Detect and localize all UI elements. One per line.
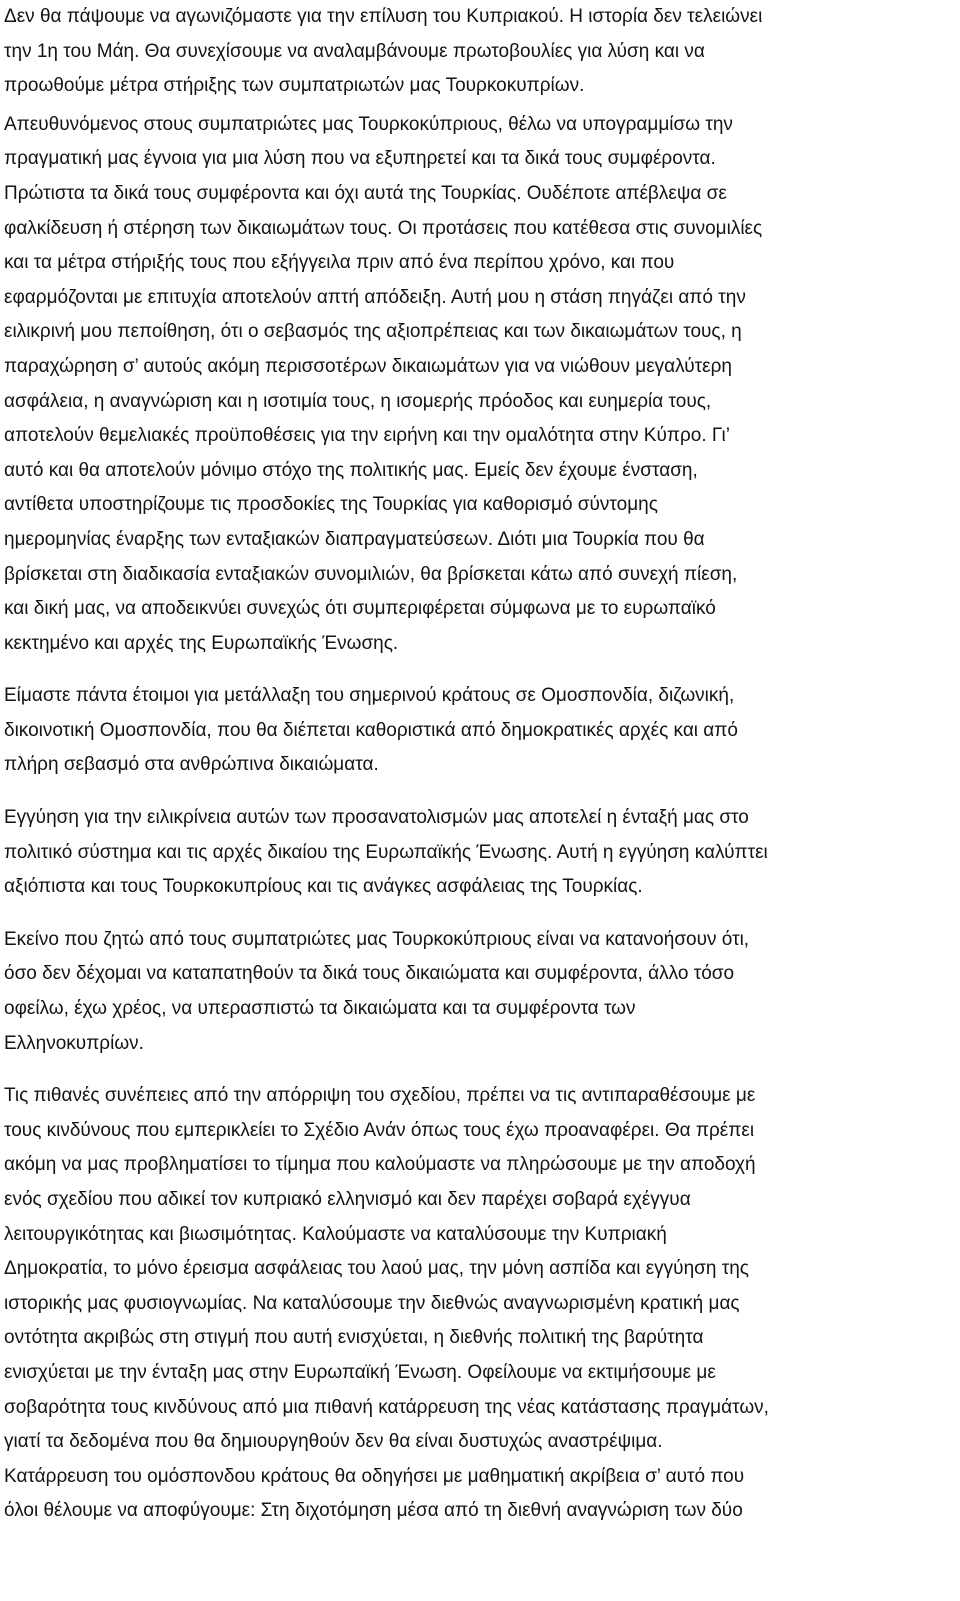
paragraph-2 [4, 108, 944, 662]
text-line: Εκείνο που ζητώ από τους συμπατριώτες μας Τουρκοκύπριους είναι να κατανοήσουν ότι, [4, 928, 750, 950]
text-line: λειτουργικότητας και βιωσιμότητας. Καλούμαστε να καταλύσουμε την Κυπριακή [4, 1223, 667, 1245]
text-line: αντίθετα υποστηρίζουμε τις προσδοκίες της Τουρκίας για καθορισμό σύντομης [4, 494, 658, 516]
text-line: ασφάλεια, η αναγνώριση και η ισοτιμία τους, η ισομερής πρόοδος και ευημερία τους, [4, 390, 712, 412]
text-line: ημερομηνίας έναρξης των ενταξιακών διαπραγματεύσεων. Διότι μια Τουρκία που θα [4, 528, 705, 550]
text-line: οντότητα ακριβώς στη στιγμή που αυτή ενισχύεται, η διεθνής πολιτική της βαρύτητα [4, 1327, 704, 1349]
paragraph-6 [4, 1079, 944, 1529]
text-line: παραχώρηση σ’ αυτούς ακόμη περισσοτέρων δικαιωμάτων για να νιώθουν μεγαλύτερη [4, 355, 732, 377]
paragraph-1 [4, 0, 944, 104]
document-page [4, 0, 944, 1529]
text-line: κεκτημένο και αρχές της Ευρωπαϊκής Ένωσης. [4, 632, 399, 654]
text-line: την 1η του Μάη. Θα συνεχίσουμε να αναλαμβάνουμε πρωτοβουλίες για λύση και να [4, 40, 705, 62]
paragraph-3 [4, 679, 944, 783]
text-line: ενός σχεδίου που αδικεί τον κυπριακό ελληνισμό και δεν παρέχει σοβαρά εχέγγυα [4, 1189, 691, 1210]
text-line: αποτελούν θεμελιακές προϋποθέσεις για την ειρήνη και την ομαλότητα στην Κύπρο. Γι’ [4, 425, 730, 447]
text-line: και δική μας, να αποδεικνύει συνεχώς ότι συμπεριφέρεται σύμφωνα με το ευρωπαϊκό [4, 598, 716, 620]
text-line: Δημοκρατία, το μόνο έρεισμα ασφάλειας του λαού μας, την μόνη ασπίδα και εγγύηση της [4, 1258, 749, 1280]
paragraph-4 [4, 801, 944, 905]
text-line: τους κινδύνους που εμπερικλείει το Σχέδιο Ανάν όπως τους έχω προαναφέρει. Θα πρέπει [4, 1119, 755, 1141]
text-line: όσο δεν δέχομαι να καταπατηθούν τα δικά τους δικαιώματα και συμφέροντα, άλλο τόσο [4, 963, 735, 985]
text-line: και τα μέτρα στήριξής τους που εξήγγειλα πριν από ένα περίπου χρόνο, και που [4, 252, 675, 274]
paragraph-5 [4, 923, 944, 1061]
text-line: ειλικρινή μου πεποίθηση, ότι ο σεβασμός της αξιοπρέπειας και των δικαιωμάτων τους, η [4, 321, 742, 343]
text-line: Τις πιθανές συνέπειες από την απόρριψη του σχεδίου, πρέπει να τις αντιπαραθέσουμε με [4, 1085, 756, 1107]
text-line: αυτό και θα αποτελούν μόνιμο στόχο της πολιτικής μας. Εμείς δεν έχουμε ένσταση, [4, 459, 698, 481]
text-line: Ελληνοκυπρίων. [4, 1032, 144, 1054]
text-line: Απευθυνόμενος στους συμπατριώτες μας Τουρκοκύπριους, θέλω να υπογραμμίσω την [4, 113, 733, 135]
text-line: Πρώτιστα τα δικά τους συμφέροντα και όχι αυτά της Τουρκίας. Ουδέποτε απέβλεψα σε [4, 182, 727, 204]
text-line: σοβαρότητα τους κινδύνους από μια πιθανή κατάρρευση της νέας κατάστασης πραγμάτων, [4, 1396, 769, 1418]
text-line: φαλκίδευση ή στέρηση των δικαιωμάτων τους. Οι προτάσεις που κατέθεσα στις συνομιλίες [4, 217, 763, 239]
text-line: βρίσκεται στη διαδικασία ενταξιακών συνομιλιών, θα βρίσκεται κάτω από συνεχή πίεση, [4, 563, 738, 585]
text-line: ενισχύεται με την ένταξη μας στην Ευρωπαϊκή Ένωση. Οφείλουμε να εκτιμήσουμε με [4, 1361, 716, 1383]
text-line: πραγματική μας έγνοια για μια λύση που να εξυπηρετεί και τα δικά τους συμφέροντα. [4, 148, 716, 170]
text-line: Εγγύηση για την ειλικρίνεια αυτών των προσανατολισμών μας αποτελεί η ένταξή μας στο [4, 807, 749, 829]
text-line: Δεν θα πάψουμε να αγωνιζόμαστε για την επίλυση του Κυπριακού. Η ιστορία δεν τελειώνει [4, 6, 763, 27]
text-line: ιστορικής μας φυσιογνωμίας. Να καταλύσουμε την διεθνώς αναγνωρισμένη κρατική μας [4, 1292, 740, 1314]
text-line: όλοι θέλουμε να αποφύγουμε: Στη διχοτόμηση μέσα από τη διεθνή αναγνώριση των δύο [4, 1500, 743, 1522]
text-line: προωθούμε μέτρα στήριξης των συμπατριωτών μας Τουρκοκυπρίων. [4, 75, 585, 97]
text-line: Είμαστε πάντα έτοιμοι για μετάλλαξη του σημερινού κράτους σε Ομοσπονδία, διζωνική, [4, 685, 735, 707]
text-line: Κατάρρευση του ομόσπονδου κράτους θα οδηγήσει με μαθηματική ακρίβεια σ’ αυτό που [4, 1465, 745, 1487]
text-line: δικοινοτική Ομοσπονδία, που θα διέπεται καθοριστικά από δημοκρατικές αρχές και από [4, 719, 738, 741]
text-line: πολιτικό σύστημα και τις αρχές δικαίου της Ευρωπαϊκής Ένωσης. Αυτή η εγγύηση καλύπτει [4, 841, 768, 863]
text-line: εφαρμόζονται με επιτυχία αποτελούν απτή απόδειξη. Αυτή μου η στάση πηγάζει από την [4, 286, 746, 308]
text-line: οφείλω, έχω χρέος, να υπερασπιστώ τα δικαιώματα και τα συμφέροντα των [4, 998, 636, 1020]
text-line: πλήρη σεβασμό στα ανθρώπινα δικαιώματα. [4, 754, 379, 776]
text-line: αξιόπιστα και τους Τουρκοκυπρίους και τις ανάγκες ασφάλειας της Τουρκίας. [4, 876, 643, 898]
text-line: γιατί τα δεδομένα που θα δημιουργηθούν δεν θα είναι δυστυχώς αναστρέψιμα. [4, 1431, 663, 1453]
text-line: ακόμη να μας προβληματίσει το τίμημα που καλούμαστε να πληρώσουμε με την αποδοχή [4, 1154, 756, 1176]
